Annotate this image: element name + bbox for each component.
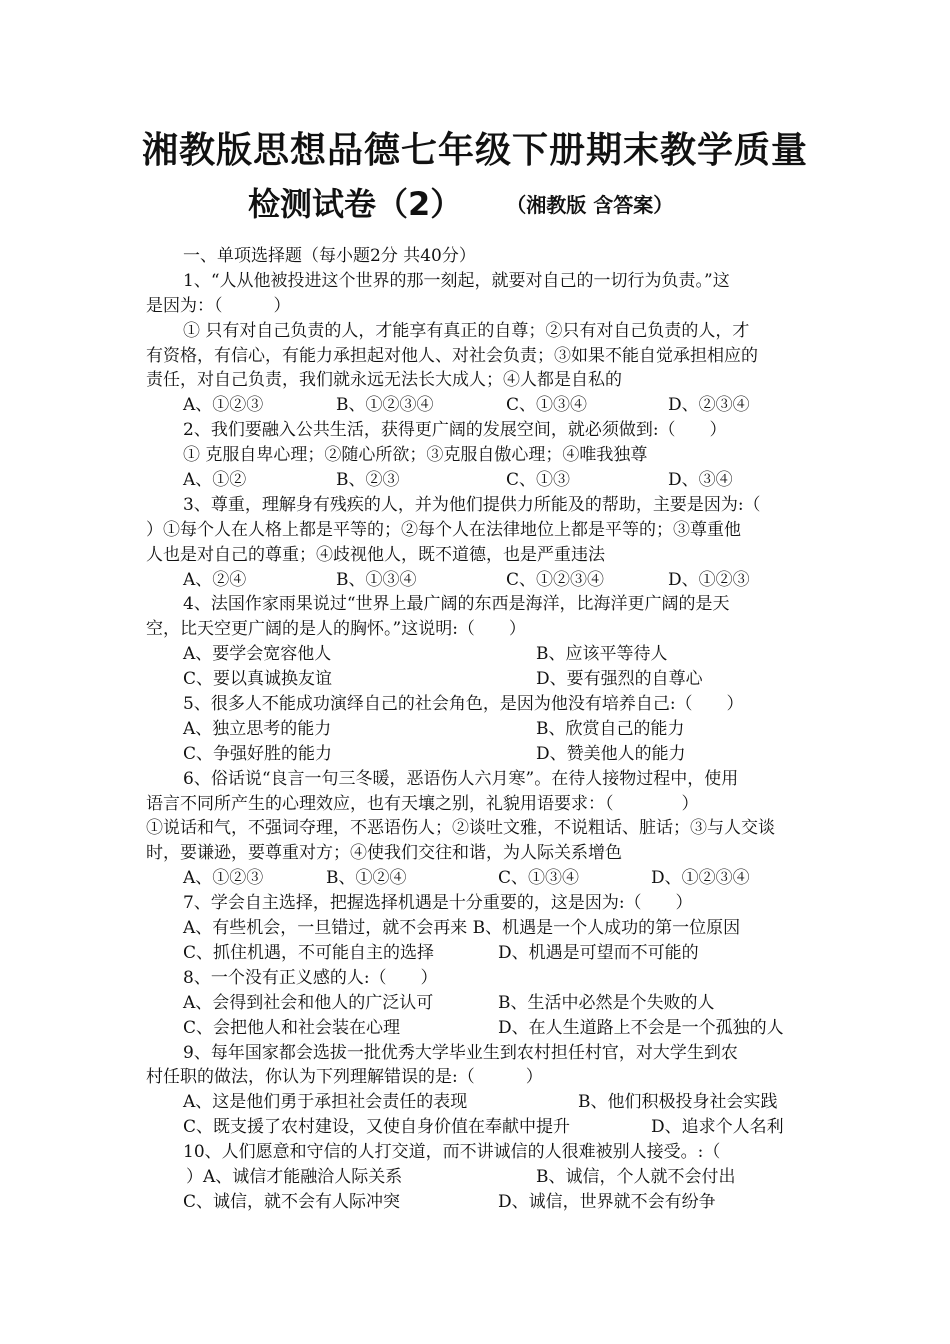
answer-option: C、①③④ [498,868,580,889]
options-line [146,1090,810,1115]
answer-option: D、①②③ [668,569,750,590]
answer-option: D、在人生道路上不会是一个孤独的人 [498,1017,784,1038]
text-line: 1、“人从他被投进这个世界的那一刻起，就要对自己的一切行为负责。”这 [183,270,730,291]
text-line: 6、俗话说“良言一句三冬暖，恶语伤人六月寒”。在待人接物过程中，使用 [183,768,739,789]
text-line: 责任，对自己负责，我们就永远无法长大成人；④人都是自私的 [146,370,622,391]
answer-option: C、抓住机遇，不可能自主的选择 [183,942,435,963]
answer-option: A、①②③ [183,868,264,889]
answer-option: C、既支援了农村建设，又使自身价值在奉献中提升 [183,1117,571,1138]
text-line: 2、我们要融入公共生活，获得更广阔的发展空间，就必须做到:（ ） [183,420,727,441]
answer-option: B、①②③④ [336,395,434,416]
text-line: 空，比天空更广阔的是人的胸怀。”这说明:（ ） [146,619,526,640]
answer-option: A、②④ [183,569,247,590]
title-subtitle: （湘教版 含答案） [516,193,674,217]
answer-option: B、他们积极投身社会实践 [578,1092,778,1113]
text-line: 语言不同所产生的心理效应，也有天壤之别，礼貌用语要求：（ ） [146,793,699,814]
text-line: 8、一个没有正义感的人:（ ） [183,967,438,988]
answer-option: D、③④ [668,470,733,491]
options-line [146,667,810,692]
text-line: ）①每个人在人格上都是平等的；②每个人在法律地位上都是平等的；③尊重他 [146,519,741,540]
options-line [146,916,810,941]
section-heading: 一、单项选择题（每小题2分 共40分） [183,246,476,266]
title-main: 检测试卷（2） [248,185,463,223]
text-line: 是因为：（ ） [146,295,291,316]
answer-option: A、要学会宽容他人 [183,644,332,665]
text-line: ① 克服自卑心理；②随心所欲；③克服自傲心理；④唯我独尊 [183,445,648,466]
text-line: 人也是对自己的尊重；④歧视他人，既不道德，也是严重违法 [146,544,605,565]
text-line: 3、尊重，理解身有残疾的人，并为他们提供力所能及的帮助，主要是因为:（ [183,494,761,515]
answer-option: D、①②③④ [651,868,750,889]
text-line: 5、很多人不能成功演绎自己的社会角色，是因为他没有培养自己:（ ） [183,694,744,715]
answer-option: D、赞美他人的能力 [536,743,686,764]
answer-option: B、应该平等待人 [536,644,668,665]
options-line [146,393,810,418]
answer-option: ）A、诚信才能融洽人际关系 [186,1166,403,1187]
options-line [146,468,810,493]
text-line: 4、法国作家雨果说过“世界上最广阔的东西是海洋，比海洋更广阔的是天 [183,594,730,615]
answer-option: A、会得到社会和他人的广泛认可 [183,992,434,1013]
answer-option: D、②③④ [668,395,750,416]
answer-option: C、诚信，就不会有人际冲突 [183,1191,401,1212]
options-line [146,1115,810,1140]
answer-option: C、①②③④ [506,569,605,590]
answer-option: A、有些机会，一旦错过，就不会再来 B、机遇是一个人成功的第一位原因 [183,918,741,939]
text-line: 10、人们愿意和守信的人打交道，而不讲诚信的人很难被别人接受。:（ [183,1142,721,1163]
options-line [146,991,810,1016]
answer-option: C、①③④ [506,395,588,416]
question-body [146,244,810,1215]
answer-option: C、①③ [506,470,571,491]
answer-option: B、②③ [336,470,400,491]
document-title-line2 [248,183,673,229]
options-line [146,1165,810,1190]
answer-option: D、追求个人名利 [651,1117,784,1138]
answer-option: A、①② [183,470,247,491]
answer-option: C、会把他人和社会装在心理 [183,1017,401,1038]
options-line [146,717,810,742]
answer-option: D、诚信，世界就不会有纷争 [498,1191,716,1212]
answer-option: B、①③④ [336,569,417,590]
text-line: 有资格，有信心，有能力承担起对他人、对社会负责；③如果不能自觉承担相应的 [146,345,758,366]
text-line: ①说话和气，不强词夺理，不恶语伤人；②谈吐文雅，不说粗话、脏话；③与人交谈 [146,818,775,839]
options-line [146,742,810,767]
text-line: 7、学会自主选择，把握选择机遇是十分重要的，这是因为:（ ） [183,893,693,914]
text-line: 9、每年国家都会选拔一批优秀大学毕业生到农村担任村官，对大学生到农 [183,1042,738,1063]
options-line [146,1016,810,1041]
answer-option: A、①②③ [183,395,264,416]
options-line [146,642,810,667]
answer-option: B、生活中必然是个失败的人 [498,992,715,1013]
options-line [146,866,810,891]
answer-option: B、①②④ [326,868,407,889]
answer-option: A、独立思考的能力 [183,718,332,739]
answer-option: B、诚信，个人就不会付出 [536,1166,736,1187]
document-title: 湘教版思想品德七年级下册期末教学质量 [141,130,808,171]
text-line: ① 只有对自己负责的人，才能享有真正的自尊；②只有对自己负责的人，才 [183,320,750,341]
text-line: 村任职的做法，你认为下列理解错误的是:（ ） [146,1067,543,1088]
options-line [146,1190,810,1215]
answer-option: B、欣赏自己的能力 [536,718,685,739]
options-line [146,568,810,593]
text-line: 时，要谦逊，要尊重对方；④使我们交往和谐，为人际关系增色 [146,843,622,864]
answer-option: C、要以真诚换友谊 [183,669,333,690]
answer-option: D、机遇是可望而不可能的 [498,942,699,963]
answer-option: C、争强好胜的能力 [183,743,333,764]
answer-option: D、要有强烈的自尊心 [536,669,703,690]
options-line [146,941,810,966]
answer-option: A、这是他们勇于承担社会责任的表现 [183,1092,468,1113]
